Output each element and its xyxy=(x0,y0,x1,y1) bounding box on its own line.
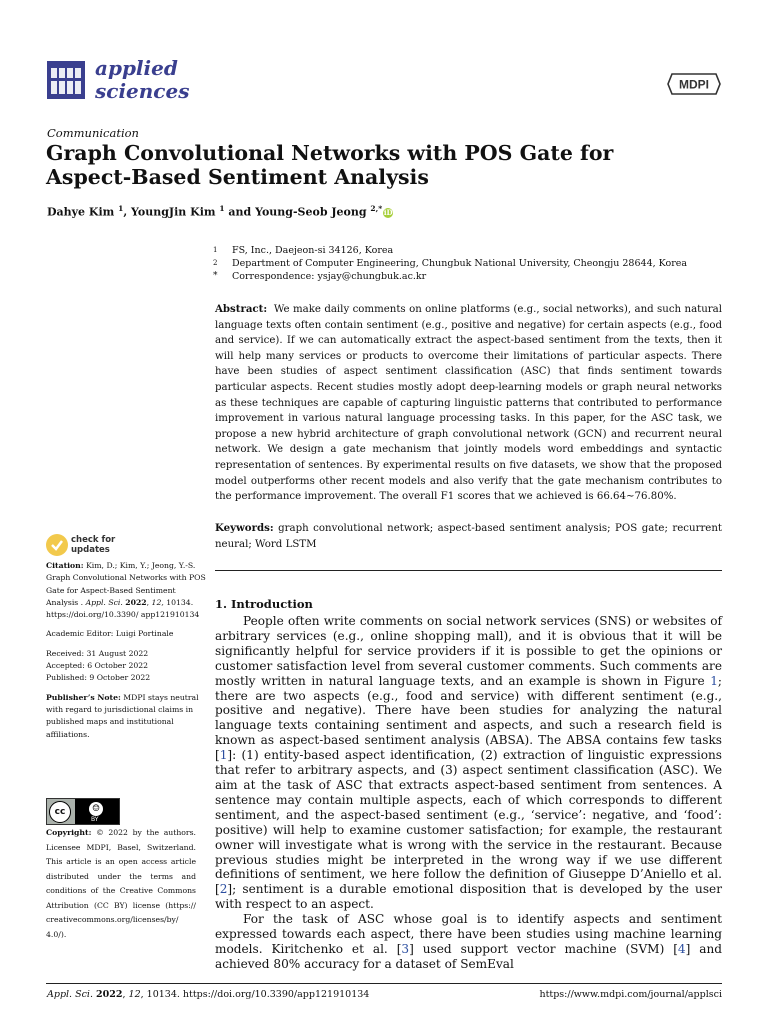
mdpi-logo-icon xyxy=(666,70,722,98)
paragraph-text: ]; sentiment is a durable emotional disposition that is developed by the user with respect to an aspect. xyxy=(215,882,722,912)
footer-doi[interactable]: , 10134. https://doi.org/10.3390/app121910134 xyxy=(140,989,370,1000)
affiliation-row xyxy=(213,244,687,257)
reference-link[interactable]: 4 xyxy=(677,941,686,956)
publisher-note xyxy=(46,692,206,741)
footer-url[interactable]: https://www.mdpi.com/journal/applsci xyxy=(539,989,722,1000)
citation-volume: 12, xyxy=(151,597,164,607)
academic-editor: Academic Editor: Luigi Portinale xyxy=(46,629,174,639)
affiliation-row xyxy=(213,270,687,283)
citation-label: Citation: xyxy=(46,561,84,570)
citation-text: Kim, D.; Kim, Y.; Jeong, Y.-S. Graph Convolutional Networks with POS Gate for Aspect-Based Sentiment Analysis . xyxy=(46,561,206,607)
person-icon: ☺ xyxy=(89,802,103,816)
cc-icon: cc xyxy=(49,801,71,823)
author-name: Dahye Kim xyxy=(47,205,115,219)
section-heading: 1. Introduction xyxy=(215,597,313,611)
citation-doi[interactable]: 10134. https://doi.org/10.3390/ app121910134 xyxy=(46,597,200,620)
publisher-note-text: MDPI stays neutral with regard to jurisdictional claims in published maps and institutional affiliations. xyxy=(46,692,199,739)
copyright-label: Copyright: xyxy=(46,828,92,837)
keywords xyxy=(215,521,722,552)
reference-link[interactable]: 3 xyxy=(401,941,410,956)
author-name: YoungJin Kim xyxy=(131,205,216,219)
citation: Citation: Kim, D.; Kim, Y.; Jeong, Y.-S. Graph Convolutional Networks with POS Gate for Aspect-Based Sentiment Analysis . Appl. Sci. 2022, 12, 10134. https://doi.org/10.3390/ app121910134 xyxy=(46,561,206,620)
affiliation-text: Department of Computer Engineering, Chungbuk National University, Cheongju 28644, Korea xyxy=(232,258,688,269)
cc-by-license-icon[interactable] xyxy=(46,798,120,825)
author-list xyxy=(47,204,393,219)
paragraph-text: ; there are two aspects (e.g., food and service) with different sentiment (e.g., positive and negative). There have been studies for analyzing the natural language texts containing sentiment and aspects, and such a research field is known as aspect-based sentiment analysis (ABSA). The ABSA contains few tasks [ xyxy=(215,673,722,763)
footer-divider xyxy=(46,983,722,984)
keywords-label: Keywords: xyxy=(215,522,274,534)
check-updates-line1: check for xyxy=(71,535,116,545)
body-text xyxy=(215,614,722,972)
author-affiliation-mark: 1 xyxy=(219,204,225,213)
article-type: Communication xyxy=(47,126,139,140)
reference-link[interactable]: 1 xyxy=(219,748,228,763)
abstract xyxy=(215,302,722,505)
by-label: BY xyxy=(91,816,99,823)
affiliation-text: FS, Inc., Daejeon-si 34126, Korea xyxy=(232,245,394,256)
check-updates-icon xyxy=(46,534,68,556)
author-affiliation-mark: 1 xyxy=(118,204,124,213)
affiliation-mark: 2 xyxy=(213,259,218,267)
paragraph-text: ] used support vector machine (SVM) [ xyxy=(409,941,678,956)
check-updates-line2: updates xyxy=(71,544,110,555)
paragraph-text: ]: (1) entity-based aspect identification, (2) extraction of linguistic expressions that refer to arbitrary aspects, and (3) aspect sentiment classification (ASC). We aim at the task of ASC that extracts aspect-based sentiment from sentences. A sentence may contain multiple aspects, each of which corresponds to different sentiment, and the aspect-based sentiment (e.g., ‘service’: negative, and ‘food’: positive) will help to examine customer satisfaction; for example, the restaurant owner will investigate what is wrong with the service in the restaurant. Because previous studies might be interpreted in the wrong way if we use different definitions of sentiment, we here follow the definition of Giuseppe D’Aniello et al. [ xyxy=(215,748,722,897)
article-info-sidebar xyxy=(46,560,206,748)
copyright-text: © 2022 by the authors. Licensee MDPI, Basel, Switzerland. This article is an open access article distributed under the terms and conditions of the Creative Commons Attribution (CC BY) license (https:// creativecommons.org/licenses/by/ 4.0/). xyxy=(46,828,196,939)
author-separator: , xyxy=(123,205,131,219)
journal-name-line1: applied xyxy=(95,56,178,80)
author-separator: and xyxy=(224,205,256,219)
citation-journal: Appl. Sci. xyxy=(85,597,123,607)
author-name: Young-Seob Jeong xyxy=(255,205,367,219)
check-for-updates-button[interactable] xyxy=(46,534,156,558)
section-divider xyxy=(215,570,722,571)
abstract-text: We make daily comments on online platforms (e.g., social networks), and such natural language texts often contain sentiment (e.g., positive and negative) for certain aspects (e.g., food and service). If we can automatically extract the aspect-based sentiment from the texts, then it will help many services or products to overcome their limitations of particular aspects. There have been studies of aspect sentiment classification (ASC) that finds sentiment towards particular aspects. Recent studies mostly adopt deep-learning models or graph neural networks as these techniques are capable of capturing linguistic patterns that contributed to performance improvement in various natural language processing tasks. In this paper, for the ASC task, we propose a new hybrid architecture of graph convolutional network (GCN) and recurrent neural network. We design a gate mechanism that jointly models word embeddings and syntactic representation of sentences. By experimental results on five datasets, we show that the proposed model outperforms other recent models and also verify that the gate mechanism contributes to the performance improvement. The overall F1 scores that we achieved is 66.64∼76.80%. xyxy=(215,304,722,503)
affiliations xyxy=(213,244,687,283)
author-affiliation-mark: 2,* xyxy=(370,204,383,213)
reference-link[interactable]: 2 xyxy=(219,882,228,897)
by-icon-area xyxy=(75,799,119,824)
copyright-notice xyxy=(46,826,196,942)
received-date: Received: 31 August 2022 xyxy=(46,648,149,658)
publisher-note-label: Publisher’s Note: xyxy=(46,692,121,702)
paragraph-text: ] and achieved 80% accuracy for a dataset of SemEval xyxy=(215,941,722,971)
journal-name-line2: sciences xyxy=(95,79,190,103)
correspondence-text[interactable]: Correspondence: ysjay@chungbuk.ac.kr xyxy=(232,271,427,282)
keywords-text: graph convolutional network; aspect-based sentiment analysis; POS gate; recurrent neural; Word LSTM xyxy=(215,523,722,550)
citation-year: 2022 xyxy=(125,597,147,607)
published-date: Published: 9 October 2022 xyxy=(46,673,151,683)
check-updates-label xyxy=(71,536,115,555)
figure-link[interactable]: 1 xyxy=(710,673,718,688)
paragraph-text: People often write comments on social network services (SNS) or websites of arbitrary services (e.g., online shopping mall), and it is obvious that it will be significantly helpful for service providers if it is possible to get the opinions or customer satisfaction level from several customer comments. Such comments are mostly written in natural language texts, and an example is shown in Figure xyxy=(215,614,722,688)
footer-volume: 12 xyxy=(128,989,141,1000)
affiliation-mark: 1 xyxy=(213,246,218,254)
affiliation-row xyxy=(213,257,687,270)
orcid-icon[interactable]: iD xyxy=(383,207,393,217)
paper-title: Graph Convolutional Networks with POS Gate for Aspect-Based Sentiment Analysis xyxy=(46,141,614,189)
abstract-label: Abstract: xyxy=(215,303,268,315)
journal-logo-icon xyxy=(46,60,86,100)
affiliation-mark: * xyxy=(213,271,218,281)
publisher-name: MDPI xyxy=(679,77,709,92)
journal-name xyxy=(95,57,189,103)
footer-journal: Appl. Sci. xyxy=(47,989,93,1000)
paragraph xyxy=(215,912,722,972)
footer-year: 2022 xyxy=(96,989,123,1000)
accepted-date: Accepted: 6 October 2022 xyxy=(46,661,149,671)
paragraph-text: For the task of ASC whose goal is to identify aspects and sentiment expressed towards each aspect, there have been studies using machine learning models. Kiritchenko et al. [ xyxy=(215,912,722,956)
paragraph xyxy=(215,614,722,912)
footer-citation: Appl. Sci. 2022, 12, 10134. https://doi.org/10.3390/app121910134 xyxy=(47,989,370,1000)
